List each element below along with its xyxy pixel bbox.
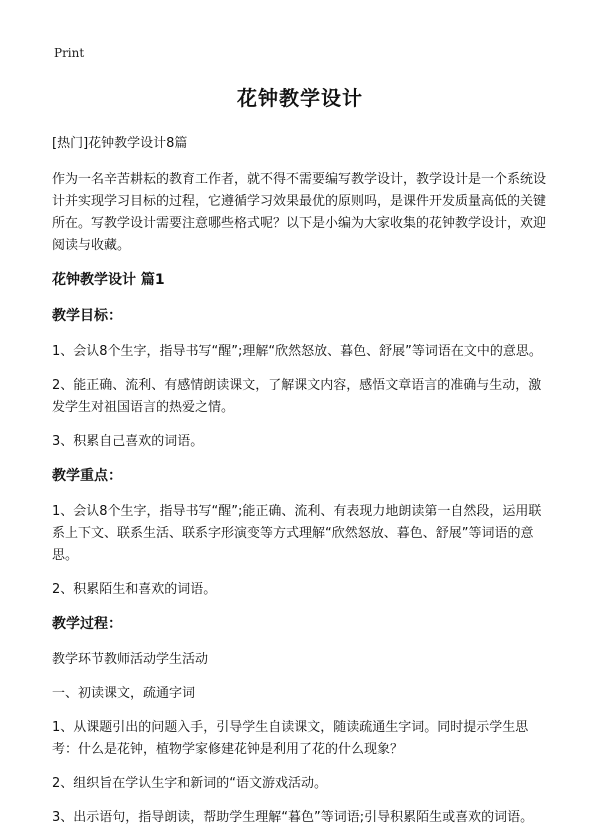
key-point-item-2: 2、积累陌生和喜欢的词语。 (52, 582, 217, 597)
document-subtitle: [热门]花钟教学设计8篇 (52, 136, 188, 151)
key-points-heading: 教学重点： (52, 468, 122, 484)
goal-item-1: 1、会认8个生字，指导书写“醒”;理解“欣然怒放、暮色、舒展”等词语在文中的意思。 (52, 344, 542, 359)
intro-paragraph: 作为一名辛苦耕耘的教育工作者，就不得不需要编写教学设计，教学设计是一个系统设计并实现学习目标的过程，它遵循学习效果最优的原则吗，是课件开发质量高低的关键所在。写教学设计需要注意哪些格式呢？以下是小编为大家收集的花钟教学设计，欢迎阅读与收藏。 (52, 172, 547, 253)
process-item-1: 1、从课题引出的问题入手，引导学生自读课文，随读疏通生字词。同时提示学生思考：什么是花钟，植物学家修建花钟是利用了花的什么现象？ (52, 720, 529, 757)
process-item-2: 2、组织旨在学认生字和新词的“语文游戏活动。 (52, 776, 328, 791)
goals-heading: 教学目标： (52, 308, 122, 324)
print-label: Print (54, 46, 85, 60)
goal-item-2: 2、能正确、流利、有感情朗读课文，了解课文内容，感悟文章语言的准确与生动，激发学生对祖国语言的热爱之情。 (52, 378, 542, 415)
goal-item-3: 3、积累自己喜欢的词语。 (52, 434, 204, 449)
document-title: 花钟教学设计 (237, 86, 363, 110)
section-title: 花钟教学设计 篇1 (52, 272, 165, 288)
process-step-title: 一、初读课文，疏通字词 (52, 686, 196, 701)
key-point-item-1: 1、会认8个生字，指导书写“醒”;能正确、流利、有表现力地朗读第一自然段，运用联系上下文、联系生活、联系字形演变等方式理解“欣然怒放、暮色、舒展”等词语的意思。 (52, 504, 542, 563)
process-table-header: 教学环节教师活动学生活动 (52, 652, 209, 667)
process-heading: 教学过程： (52, 616, 122, 632)
process-item-3: 3、出示语句，指导朗读，帮助学生理解“暮色”等词语;引导积累陌生或喜欢的词语。 (52, 810, 534, 825)
